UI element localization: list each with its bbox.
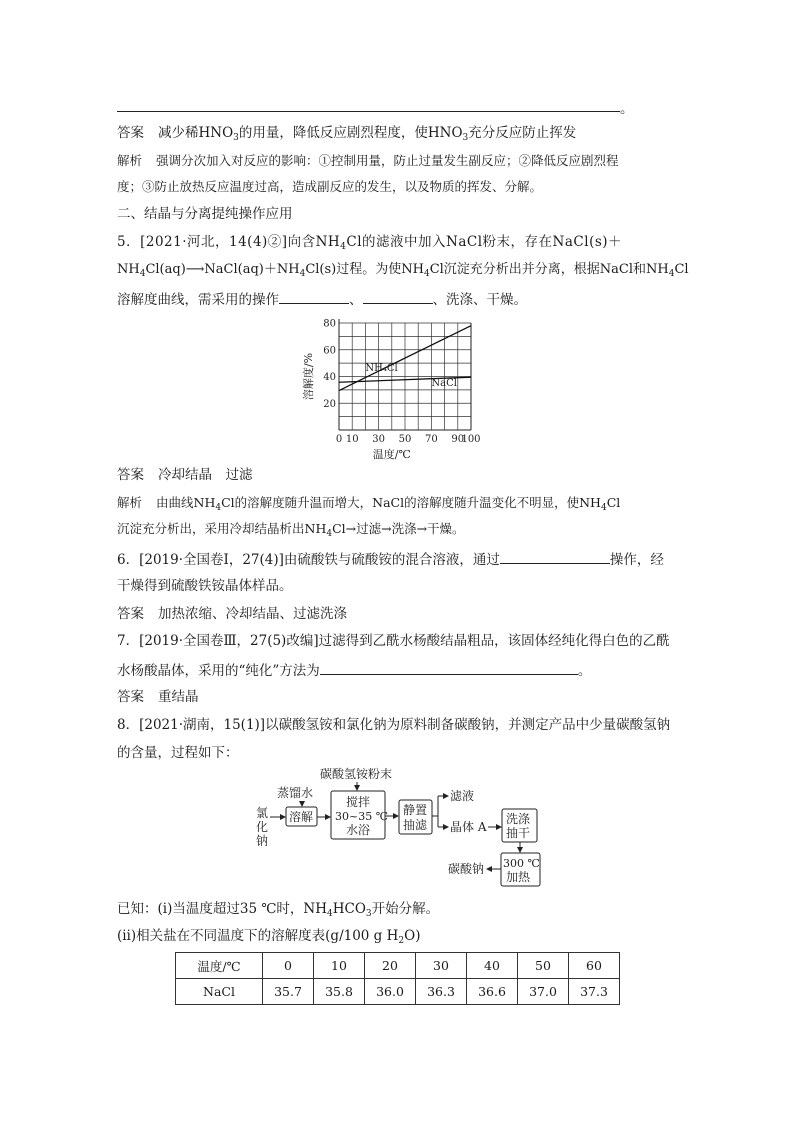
q5-answer: 答案 冷却结晶 过滤 xyxy=(117,467,253,483)
analysis-label: 解析 xyxy=(117,495,143,510)
table-cell: 50 xyxy=(518,953,569,979)
q8-line1: 8．[2021·湖南，15(1)]以碳酸氢铵和氯化钠为原料制备碳酸钠，并测定产品中少量碳酸氢钠 xyxy=(117,717,671,733)
q8-known1: 已知：(ⅰ)当温度超过35 ℃时，$NH_4HCO_3$开始分解。 xyxy=(117,901,440,919)
table-cell: NaCl xyxy=(176,979,263,1005)
q5-line1: 5．[2021·河北，14(4)②]向含$NH_4Cl$的滤液中加入NaCl粉末，存在NaCl(s)＋ xyxy=(117,234,623,252)
table-cell: 20 xyxy=(365,953,416,979)
y-tick-label: 60 xyxy=(323,345,336,357)
answer-label: 答案 xyxy=(117,125,144,141)
q7-blank[interactable] xyxy=(320,660,578,675)
q4-analysis-line2: 度；③防止放热反应温度过高，造成副反应的发生，以及物质的挥发、分解。 xyxy=(117,179,543,194)
q6-answer: 答案 加热浓缩、冷却结晶、过滤洗涤 xyxy=(117,606,347,622)
flow-settle-1: 静置 xyxy=(403,803,428,817)
flow-settle-2: 抽滤 xyxy=(403,818,428,832)
q7-answer: 答案 重结晶 xyxy=(117,689,199,705)
x-tick-label: 70 xyxy=(425,434,438,445)
y-tick-label: 80 xyxy=(323,318,336,330)
table-row xyxy=(176,979,620,1005)
flow-start-1: 氯 xyxy=(256,806,269,820)
flow-water: 蒸馏水 xyxy=(277,786,314,800)
q5-blank-1[interactable] xyxy=(279,289,349,304)
table-cell: 35.8 xyxy=(314,979,365,1005)
flow-stir-1: 搅拌 xyxy=(346,795,371,809)
table-cell: 36.6 xyxy=(467,979,518,1005)
table-cell: 40 xyxy=(467,953,518,979)
q5-analysis-line1: 解析 由曲线$NH_4Cl$的溶解度随升温而增大，NaCl的溶解度随升温变化不明显，使$NH_4Cl$ xyxy=(117,495,621,513)
y-axis-label: 溶解度/% xyxy=(302,352,315,401)
x-axis-label: 温度/℃ xyxy=(372,448,411,460)
table-cell: 36.0 xyxy=(365,979,416,1005)
table-cell: 10 xyxy=(314,953,365,979)
q6-blank[interactable] xyxy=(500,549,610,564)
q7-line2: 水杨酸晶体，采用的“纯化”方法为 。 xyxy=(117,660,591,680)
flow-start-3: 钠 xyxy=(256,834,269,848)
x-tick-label: 30 xyxy=(372,434,385,445)
table-cell: 60 xyxy=(569,953,620,979)
q4-analysis-line1: 解析 强调分次加入对反应的影响：①控制用量，防止过量发生副反应；②降低反应剧烈程 xyxy=(117,153,619,168)
q5-line3: 溶解度曲线，需采用的操作 、 、洗涤、干燥。 xyxy=(117,289,527,309)
q5-line2: $NH_4Cl(aq)⟶NaCl(aq)+NH_4Cl(s)$过程。为使$NH_4Cl$沉淀充分析出并分离，根据NaCl和$NH_4Cl$ xyxy=(117,262,689,279)
analysis-label: 解析 xyxy=(117,153,143,168)
flow-heat-1: 300 ℃ xyxy=(503,857,540,870)
flow-wash-2: 抽干 xyxy=(506,826,531,840)
top-blank-line xyxy=(117,111,620,112)
table-cell: 36.3 xyxy=(416,979,467,1005)
table-cell: 35.7 xyxy=(263,979,314,1005)
x-tick-label: 100 xyxy=(461,434,481,445)
q8-line2: 的含量，过程如下： xyxy=(117,745,239,761)
q6-line2: 干燥得到硫酸铁铵晶体样品。 xyxy=(117,578,293,594)
flow-top-reagent: 碳酸氢铵粉末 xyxy=(320,767,393,781)
answer-label: 答案 xyxy=(117,689,144,705)
x-tick-label: 90 xyxy=(451,434,465,445)
process-flow-diagram xyxy=(245,764,565,892)
flow-filtrate: 滤液 xyxy=(450,789,475,803)
top-end-mark: 。 xyxy=(620,101,634,117)
flow-stir-3: 水浴 xyxy=(346,823,371,837)
flow-stir-2: 30~35 ℃ xyxy=(335,810,389,823)
q7-line1: 7．[2019·全国卷Ⅲ，27(5)改编]过滤得到乙酰水杨酸结晶粗品，该固体经纯化得白色的乙酰 xyxy=(117,633,670,649)
section-title: 二、结晶与分离提纯操作应用 xyxy=(117,206,293,222)
series-label-nh4cl: NH₄Cl xyxy=(365,363,398,375)
q5-analysis-line2: 沉淀充分析出，采用冷却结晶析出$NH_4Cl\to$过滤→洗涤→干燥。 xyxy=(117,521,465,539)
solubility-chart xyxy=(300,312,490,460)
x-tick-label: 0 xyxy=(335,434,343,445)
x-tick-label: 50 xyxy=(398,434,412,445)
table-cell: 0 xyxy=(263,953,314,979)
table-cell: 37.0 xyxy=(518,979,569,1005)
y-tick-label: 40 xyxy=(323,372,336,383)
table-header-row xyxy=(176,953,620,979)
flow-start-2: 化 xyxy=(256,820,269,834)
flow-wash-1: 洗涤 xyxy=(506,812,531,826)
series-label-nacl: NaCl xyxy=(431,377,457,389)
q5-blank-2[interactable] xyxy=(363,289,433,304)
y-tick-label: 20 xyxy=(323,398,336,410)
x-tick-label: 10 xyxy=(345,434,359,445)
flow-product: 碳酸钠 xyxy=(448,862,485,876)
flow-heat-2: 加热 xyxy=(506,870,531,884)
q8-known2: (ⅱ)相关盐在不同温度下的溶解度表(g/100 g $H_2O$) xyxy=(117,928,421,946)
table-cell: 37.3 xyxy=(569,979,620,1005)
q4-answer: 答案 减少稀$HNO_3$的用量，降低反应剧烈程度，使$HNO_3$充分反应防止挥发 xyxy=(117,125,577,143)
flow-crystal: 晶体 A xyxy=(450,820,487,834)
q6-line1: 6．[2019·全国卷Ⅰ，27(4)]由硫酸铁与硫酸铵的混合溶液，通过 操作，经 xyxy=(117,549,664,569)
table-cell: 温度/℃ xyxy=(176,953,263,979)
answer-label: 答案 xyxy=(117,467,144,483)
chart-grid xyxy=(339,323,471,430)
table-cell: 30 xyxy=(416,953,467,979)
flow-dissolve: 溶解 xyxy=(289,810,314,824)
answer-label: 答案 xyxy=(117,606,144,622)
solubility-table xyxy=(175,952,620,1005)
